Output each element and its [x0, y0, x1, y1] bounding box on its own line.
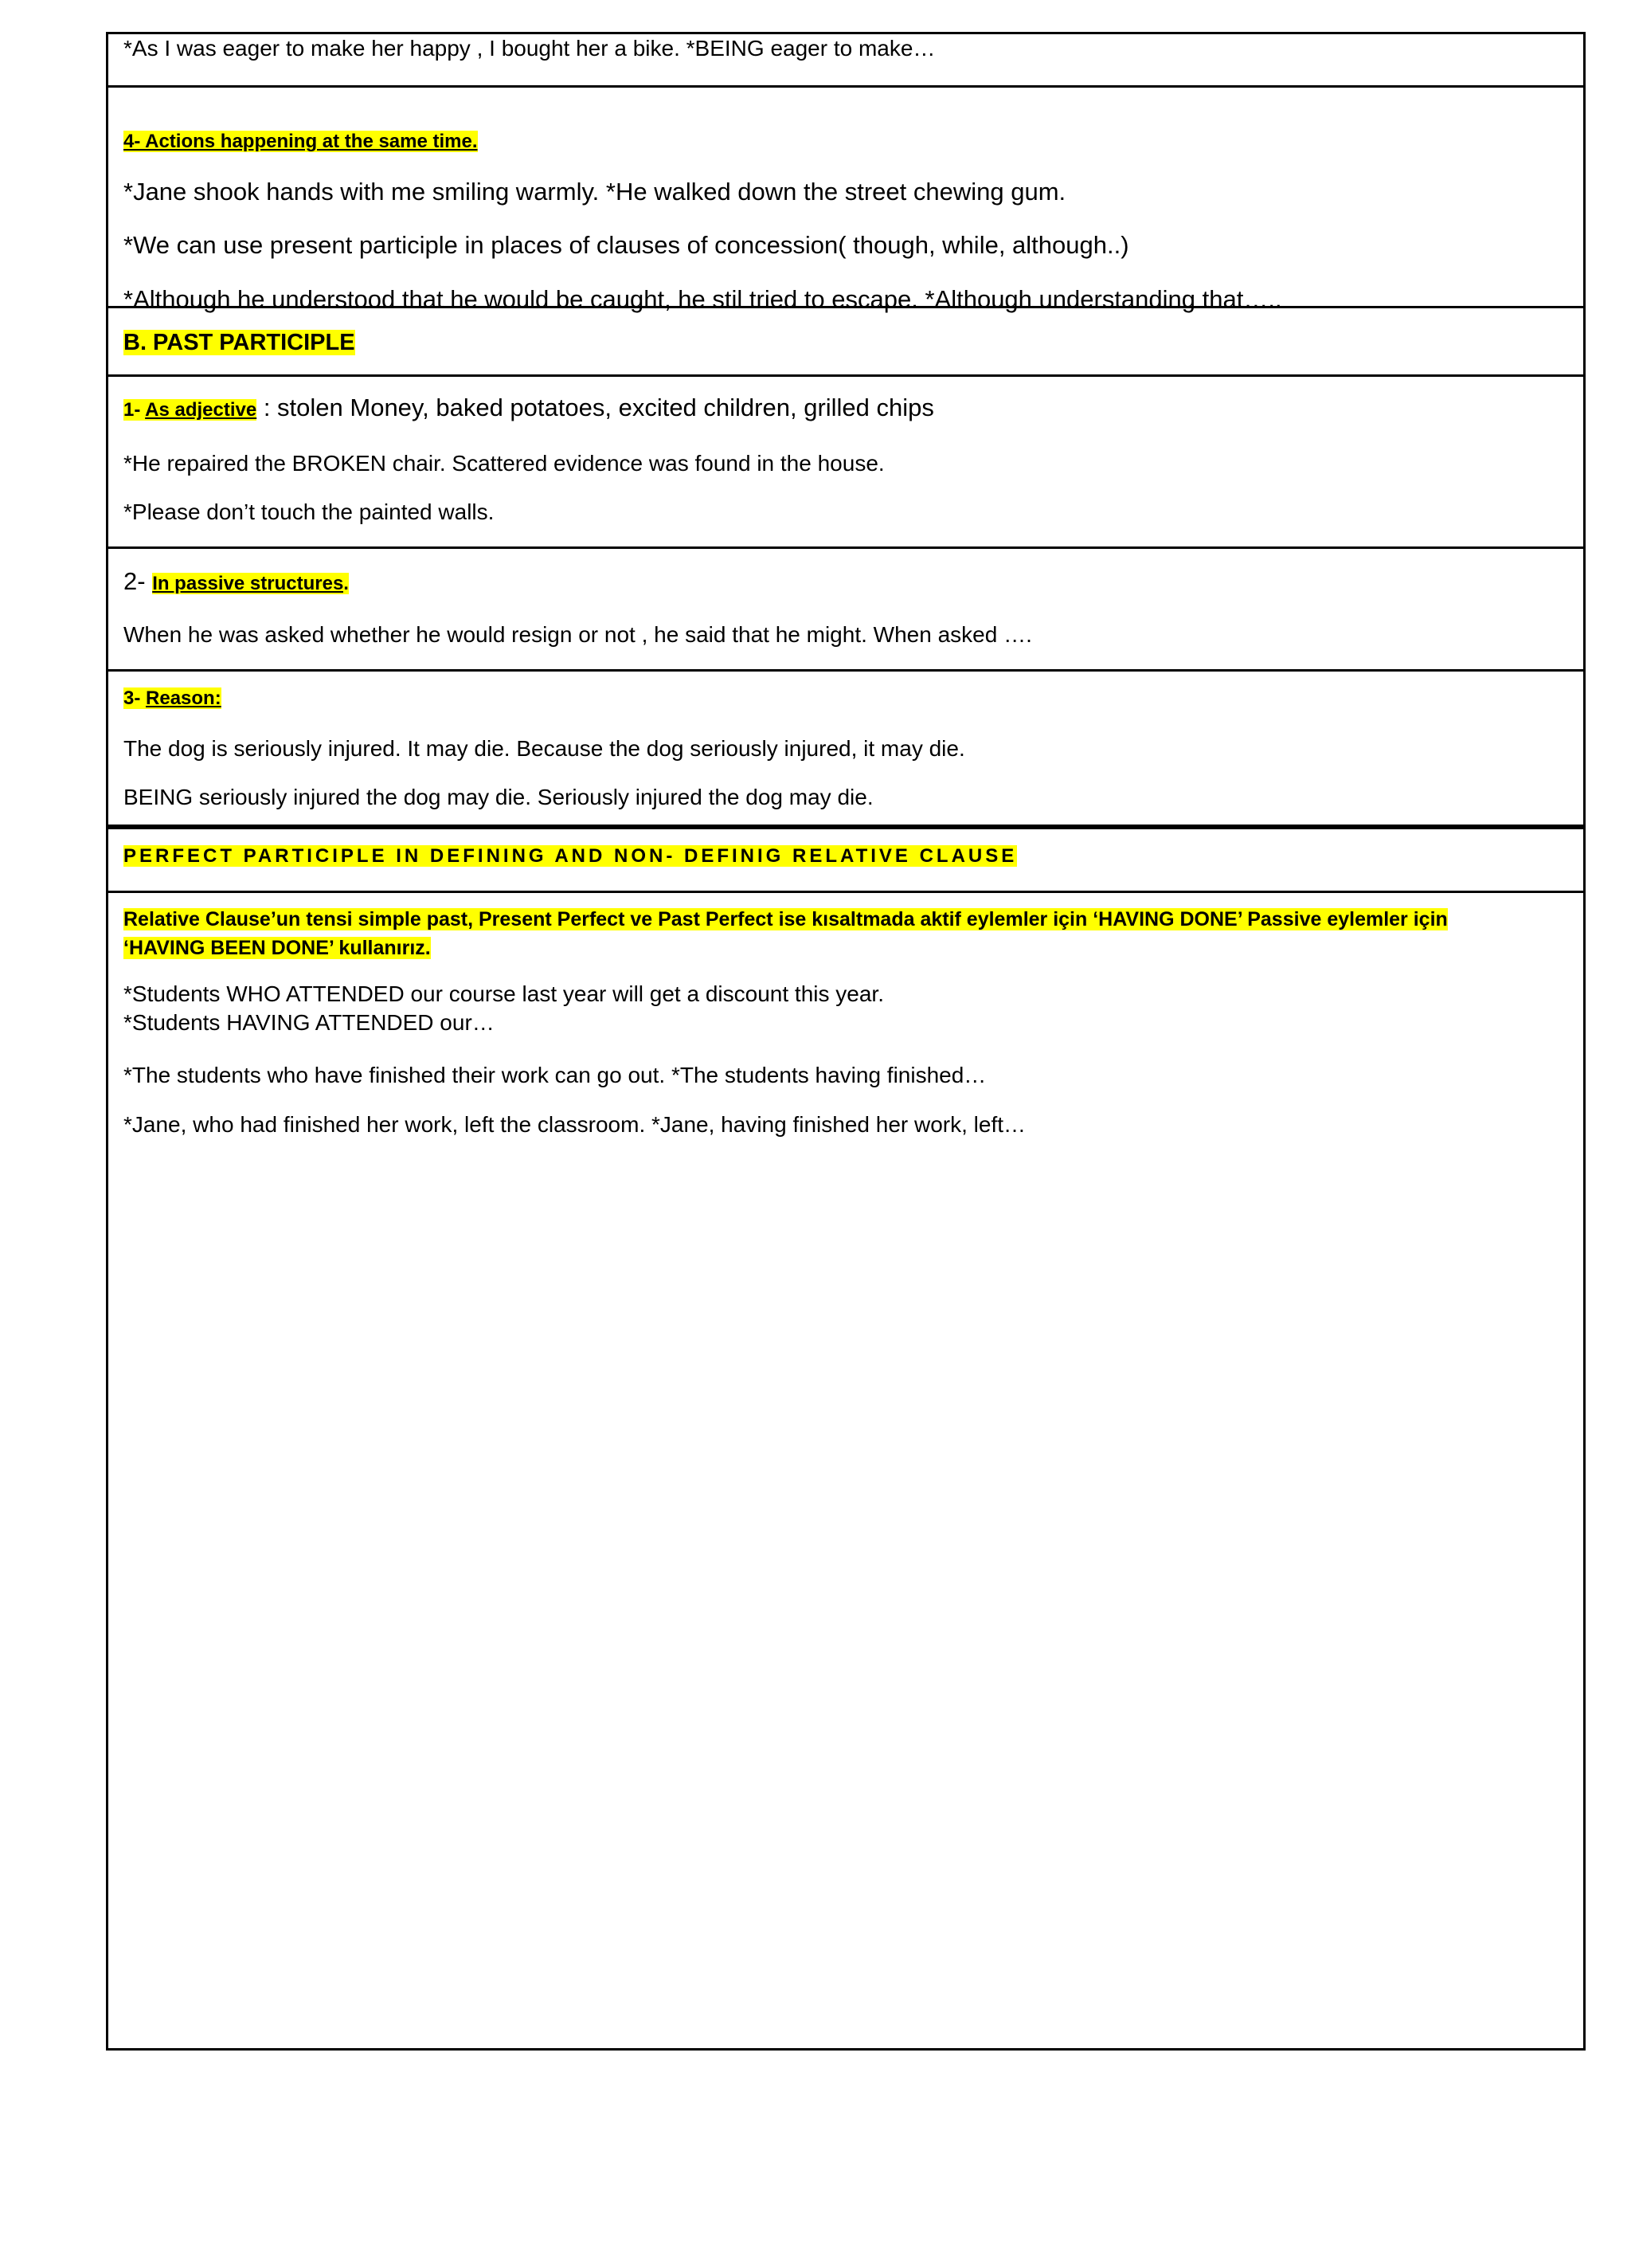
adjective-examples: : stolen Money, baked potatoes, excited children, grilled chips: [256, 394, 934, 421]
label-passive-structures: In passive structures: [152, 573, 344, 594]
worksheet-table: [106, 32, 1586, 2051]
label-prefix-2: 2-: [123, 567, 153, 595]
example-jane-finished: *Jane, who had finished her work, left the classroom. *Jane, having finished her work, left…: [123, 1112, 1027, 1137]
example-although: *Although he understood that he would be caught, he stil tried to escape. *Although understanding that…..: [123, 285, 1282, 313]
note-relative-clause-line2: ‘HAVING BEEN DONE’ kullanırız.: [123, 937, 431, 959]
row-perfect-participle-title: [108, 829, 1583, 893]
row-perfect-participle-content: [108, 893, 1583, 2048]
row-as-adjective: [108, 377, 1583, 549]
note-concession: *We can use present participle in places of clauses of concession( though, while, although..): [123, 231, 1129, 259]
example-who-attended: *Students WHO ATTENDED our course last year will get a discount this year.: [123, 981, 884, 1006]
example-broken-chair: *He repaired the BROKEN chair. Scattered evidence was found in the house.: [123, 451, 885, 476]
row-past-participle-title: [108, 308, 1583, 377]
section-title-past-participle: B. PAST PARTICIPLE: [123, 330, 355, 355]
heading-simultaneous-actions: 4- Actions happening at the same time.: [123, 131, 478, 152]
label-reason: Reason:: [146, 687, 221, 709]
example-students-finished: *The students who have finished their work can go out. *The students having finished…: [123, 1063, 987, 1087]
row-passive-structures: 2- In passive structures. When he was asked whether he would resign or not , he said that he might. When asked ….: [108, 549, 1583, 672]
label-prefix-1: 1-: [123, 399, 146, 421]
row-reason: [108, 672, 1583, 829]
section-title-perfect-participle: PERFECT PARTICIPLE IN DEFINING AND NON- DEFINIG RELATIVE CLAUSE: [123, 845, 1018, 867]
example-when-asked: When he was asked whether he would resign or not , he said that he might. When asked ….: [123, 622, 1032, 647]
example-painted-walls: *Please don’t touch the painted walls.: [123, 499, 495, 524]
label-as-adjective: As adjective: [145, 399, 257, 421]
example-dog-injured: The dog is seriously injured. It may die. Because the dog seriously injured, it may die.: [123, 736, 965, 761]
example-having-attended: *Students HAVING ATTENDED our…: [123, 1010, 495, 1035]
example-as-eager: *As I was eager to make her happy , I bought her a bike. *BEING eager to make…: [123, 36, 936, 61]
note-relative-clause-line1: Relative Clause’un tensi simple past, Present Perfect ve Past Perfect ise kısaltmada aktif eylemler için ‘HAVING DONE’ Passive eylemler için: [123, 908, 1448, 930]
label-prefix-3: 3-: [123, 687, 147, 709]
row-simultaneous-actions: [108, 88, 1583, 313]
example-being-injured: BEING seriously injured the dog may die. Seriously injured the dog may die.: [123, 785, 874, 809]
example-jane-shook-hands: *Jane shook hands with me smiling warmly. *He walked down the street chewing gum.: [123, 178, 1066, 206]
row-as-eager: [108, 34, 1583, 88]
